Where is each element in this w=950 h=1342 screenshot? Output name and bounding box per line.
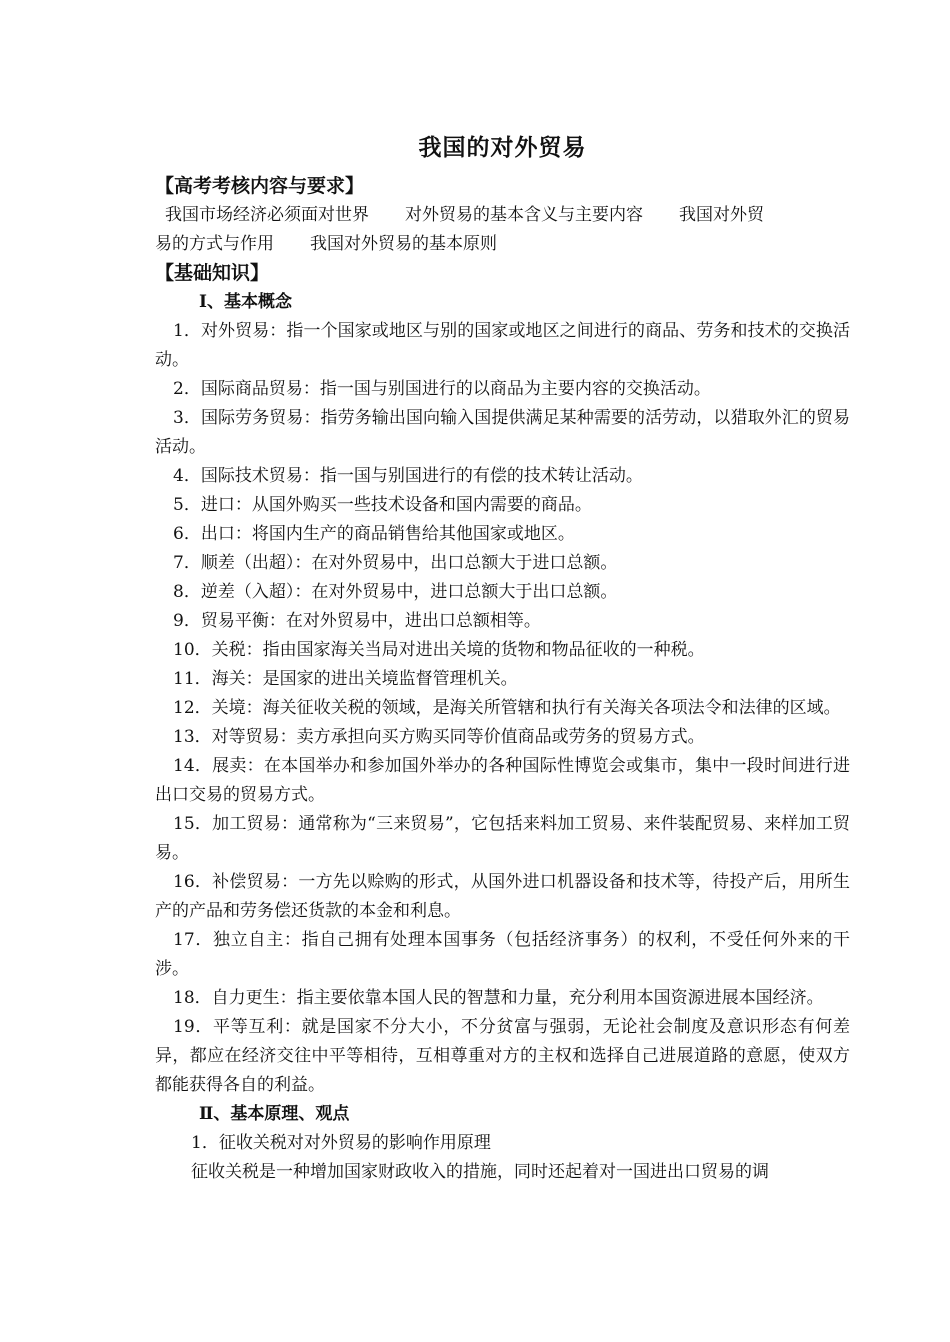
concept-item: 5．进口：从国外购买一些技术设备和国内需要的商品。 <box>173 495 592 515</box>
concept-item: 14．展卖：在本国举办和参加国外举办的各种国际性博览会或集市，集中一段时间进行进出口交易的贸易方式。 <box>155 756 850 805</box>
concept-item: 12．关境：海关征收关税的领域，是海关所管辖和执行有关海关各项法令和法律的区域。 <box>173 698 841 718</box>
concept-item: 8．逆差（入超）：在对外贸易中，进口总额大于出口总额。 <box>173 582 618 602</box>
principle-text: 征收关税是一种增加国家财政收入的措施，同时还起着对一国进出口贸易的调 <box>191 1162 769 1182</box>
requirement-item: 我国对外贸 <box>679 205 764 225</box>
requirement-item: 易的方式与作用 <box>155 234 274 254</box>
section-heading-basics: 【基础知识】 <box>155 262 270 284</box>
concept-item: 10．关税：指由国家海关当局对进出关境的货物和物品征收的一种税。 <box>173 640 705 660</box>
requirements-list <box>155 201 850 259</box>
principle-title: 1．征收关税对对外贸易的影响作用原理 <box>191 1133 491 1153</box>
requirement-item: 我国对外贸易的基本原则 <box>310 234 497 254</box>
subheading-principles: Ⅱ、基本原理、观点 <box>199 1104 350 1124</box>
concept-item: 19．平等互利：就是国家不分大小，不分贫富与强弱，无论社会制度及意识形态有何差异，都应在经济交往中平等相待，互相尊重对方的主权和选择自己进展道路的意愿，使双方都能获得各自的利益。 <box>155 1017 850 1095</box>
concept-item: 6．出口：将国内生产的商品销售给其他国家或地区。 <box>173 524 575 544</box>
section-heading-requirements: 【高考考核内容与要求】 <box>155 175 365 197</box>
document-page <box>155 130 850 1187</box>
concept-item: 13．对等贸易：卖方承担向买方购买同等价值商品或劳务的贸易方式。 <box>173 727 705 747</box>
concept-item: 1．对外贸易：指一个国家或地区与别的国家或地区之间进行的商品、劳务和技术的交换活动。 <box>155 321 850 370</box>
document-title: 我国的对外贸易 <box>418 134 587 161</box>
concept-item: 11．海关：是国家的进出关境监督管理机关。 <box>173 669 518 689</box>
concept-item: 7．顺差（出超）：在对外贸易中，出口总额大于进口总额。 <box>173 553 618 573</box>
concept-item: 18．自力更生：指主要依靠本国人民的智慧和力量，充分利用本国资源进展本国经济。 <box>173 988 824 1008</box>
requirement-item: 对外贸易的基本含义与主要内容 <box>405 205 643 225</box>
concept-item: 3．国际劳务贸易：指劳务输出国向输入国提供满足某种需要的活劳动，以猎取外汇的贸易活动。 <box>155 408 850 457</box>
requirement-item: 我国市场经济必须面对世界 <box>165 205 369 225</box>
concept-item: 4．国际技术贸易：指一国与别国进行的有偿的技术转让活动。 <box>173 466 643 486</box>
concept-item: 16．补偿贸易：一方先以赊购的形式，从国外进口机器设备和技术等，待投产后，用所生产的产品和劳务偿还货款的本金和利息。 <box>155 872 850 921</box>
concept-item: 17．独立自主：指自己拥有处理本国事务（包括经济事务）的权利，不受任何外来的干涉。 <box>155 930 850 979</box>
concept-item: 2．国际商品贸易：指一国与别国进行的以商品为主要内容的交换活动。 <box>173 379 711 399</box>
concept-item: 9．贸易平衡：在对外贸易中，进出口总额相等。 <box>173 611 541 631</box>
concept-item: 15．加工贸易：通常称为“三来贸易”，它包括来料加工贸易、来件装配贸易、来样加工贸易。 <box>155 814 850 863</box>
subheading-concepts: Ⅰ、基本概念 <box>199 292 292 312</box>
